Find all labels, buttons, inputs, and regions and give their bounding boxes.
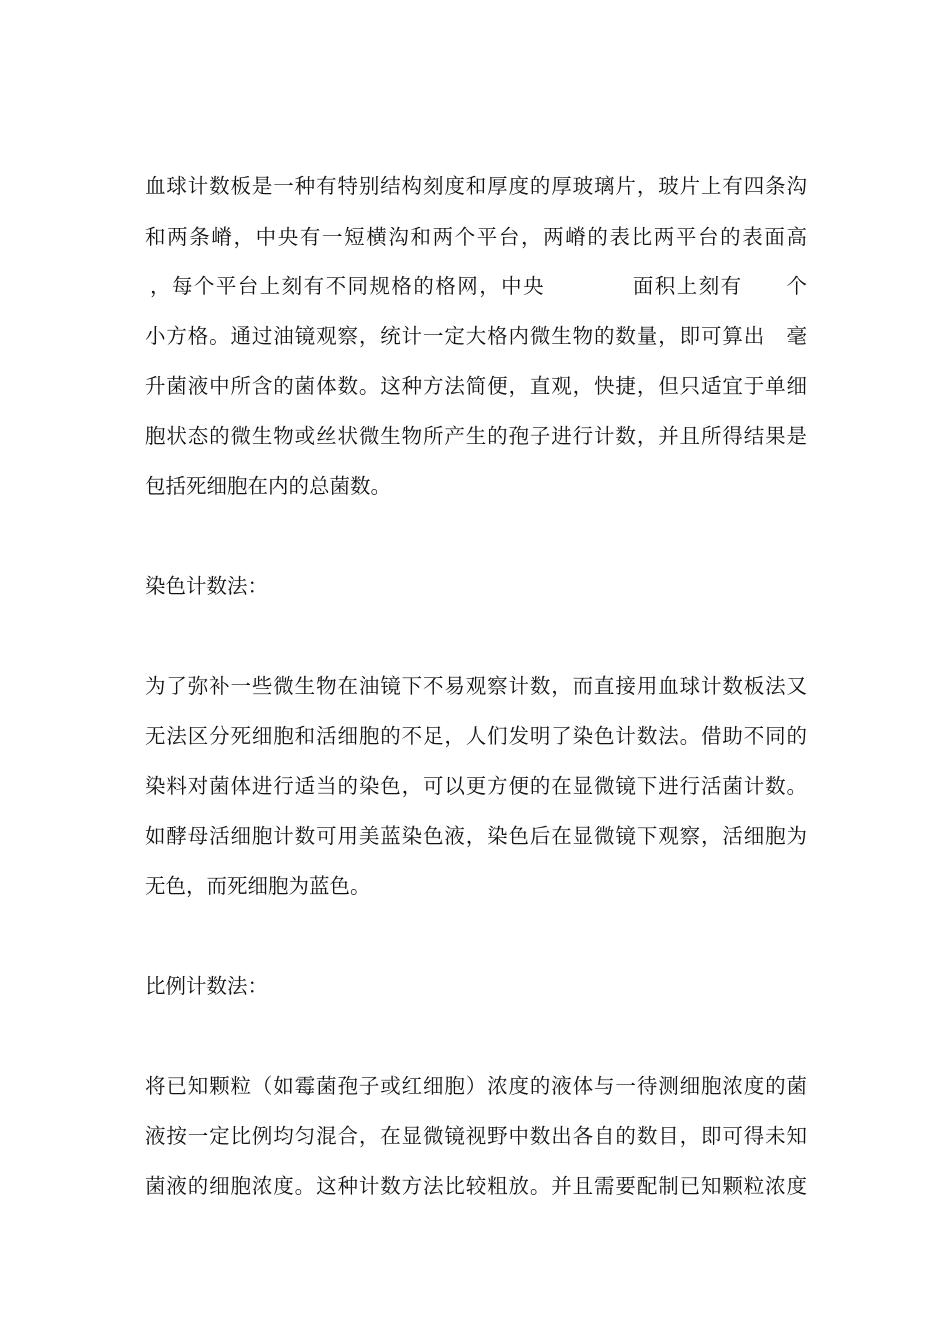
body-text-line: 菌液的细胞浓度。这种计数方法比较粗放。并且需要配制已知颗粒浓度 <box>145 1174 807 1198</box>
body-text-line: 如酵母活细胞计数可用美蓝染色液，染色后在显微镜下观察，活细胞为 <box>145 824 807 848</box>
body-text-line: 染料对菌体进行适当的染色，可以更方便的在显微镜下进行活菌计数。 <box>145 774 807 798</box>
body-text-line: 为了弥补一些微生物在油镜下不易观察计数，而直接用血球计数板法又 <box>145 674 807 698</box>
section-heading: 染色计数法： <box>145 574 268 598</box>
body-text-line: 将已知颗粒（如霉菌孢子或红细胞）浓度的液体与一待测细胞浓度的菌 <box>145 1074 807 1098</box>
body-text-line: 胞状态的微生物或丝状微生物所产生的孢子进行计数，并且所得结果是 <box>145 424 807 448</box>
body-text-line: ，每个平台上刻有不同规格的格网，中央 面积上刻有 个 <box>150 274 807 298</box>
body-text-line: 血球计数板是一种有特别结构刻度和厚度的厚玻璃片，玻片上有四条沟 <box>145 174 807 198</box>
body-text-line: 液按一定比例均匀混合，在显微镜视野中数出各自的数目，即可得未知 <box>145 1124 807 1148</box>
section-heading: 比例计数法： <box>145 974 268 998</box>
body-text-line: 无色，而死细胞为蓝色。 <box>145 874 371 898</box>
body-text-line: 和两条嵴，中央有一短横沟和两个平台，两嵴的表比两平台的表面高 <box>145 225 807 249</box>
body-text-line: 小方格。通过油镜观察，统计一定大格内微生物的数量，即可算出 毫 <box>145 324 807 348</box>
body-text-line: 无法区分死细胞和活细胞的不足，人们发明了染色计数法。借助不同的 <box>145 724 807 748</box>
body-text-line: 升菌液中所含的菌体数。这种方法简便，直观，快捷，但只适宜于单细 <box>145 374 807 398</box>
body-text-line: 包括死细胞在内的总菌数。 <box>145 474 391 498</box>
